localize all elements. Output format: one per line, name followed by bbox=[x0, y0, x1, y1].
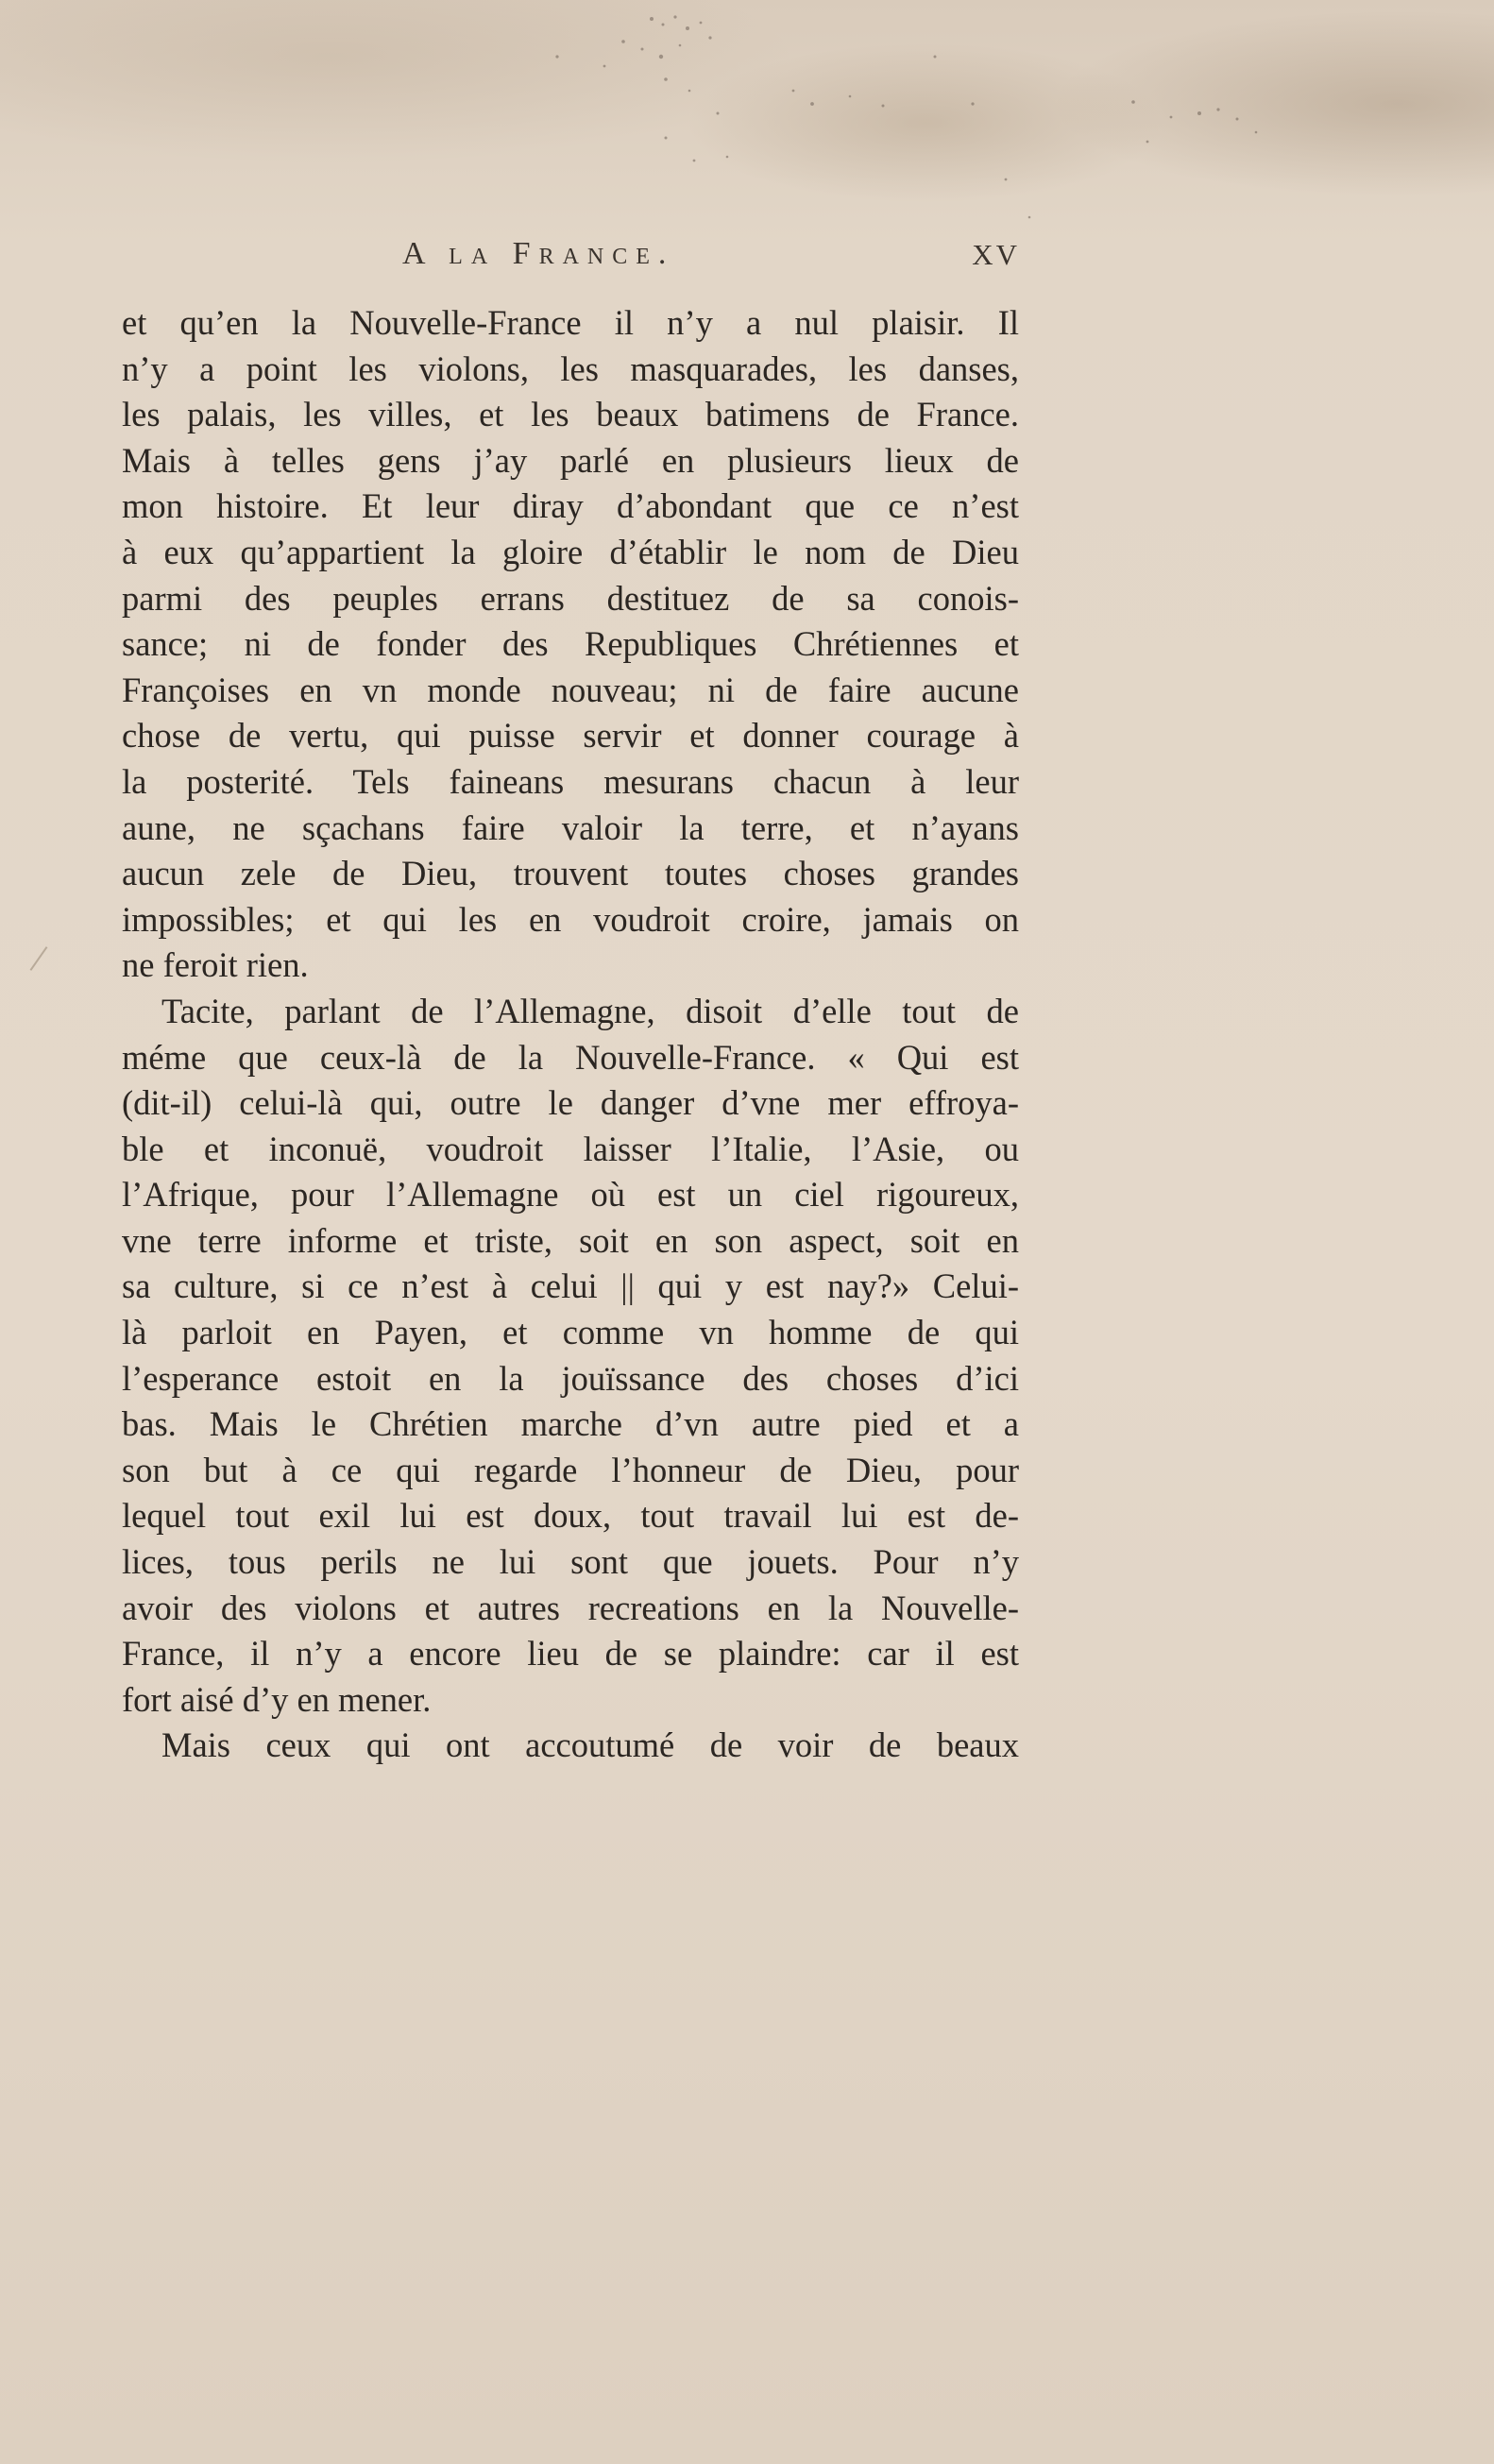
margin-mark bbox=[30, 946, 48, 971]
text-line: méme que ceux-là de la Nouvelle-France. « Qui est bbox=[122, 1037, 1019, 1077]
text-line: les palais, les villes, et les beaux batimens de France. bbox=[122, 395, 1019, 434]
text-line: mon histoire. Et leur diray d’abondant que ce n’est bbox=[122, 486, 1019, 526]
text-line: fort aisé d’y en mener. bbox=[122, 1679, 432, 1719]
text-line: la posterité. Tels faineans mesurans chacun à leur bbox=[122, 761, 1019, 801]
text-line: lices, tous perils ne lui sont que jouets. Pour n’y bbox=[122, 1542, 1019, 1582]
running-title: A la France. bbox=[402, 236, 675, 271]
text-line: (dit-il) celui-là qui, outre le danger d’vne mer effroya- bbox=[122, 1083, 1019, 1123]
text-line: là parloit en Payen, et comme vn homme de qui bbox=[122, 1313, 1019, 1352]
text-line: n’y a point les violons, les masquarades, les danses, bbox=[122, 348, 1019, 388]
text-line: à eux qu’appartient la gloire d’établir le nom de Dieu bbox=[122, 532, 1019, 571]
foxing-specks bbox=[0, 0, 1494, 246]
text-line: parmi des peuples errans destituez de sa conois- bbox=[122, 578, 1019, 618]
text-line: l’Afrique, pour l’Allemagne où est un ciel rigoureux, bbox=[122, 1175, 1019, 1215]
text-line: chose de vertu, qui puisse servir et donner courage à bbox=[122, 716, 1019, 756]
text-line: Mais ceux qui ont accoutumé de voir de beaux bbox=[161, 1725, 1019, 1765]
text-line: vne terre informe et triste, soit en son aspect, soit en bbox=[122, 1220, 1019, 1260]
text-line: Mais à telles gens j’ay parlé en plusieurs lieux de bbox=[122, 440, 1019, 480]
text-line: aune, ne sçachans faire valoir la terre, et n’ayans bbox=[122, 807, 1019, 847]
page-number: XV bbox=[972, 238, 1020, 271]
text-line: France, il n’y a encore lieu de se plaindre: car il est bbox=[122, 1634, 1019, 1674]
page-header bbox=[123, 236, 1020, 278]
text-line: sance; ni de fonder des Republiques Chrétiennes et bbox=[122, 624, 1019, 664]
text-line: ne feroit rien. bbox=[122, 945, 309, 985]
text-line: sa culture, si ce n’est à celui || qui y est nay?» Celui- bbox=[122, 1266, 1019, 1306]
text-line: son but à ce qui regarde l’honneur de Dieu, pour bbox=[122, 1450, 1019, 1489]
body-text bbox=[122, 300, 1019, 1769]
text-line: Françoises en vn monde nouveau; ni de faire aucune bbox=[122, 670, 1019, 709]
text-line: avoir des violons et autres recreations en la Nouvelle- bbox=[122, 1588, 1019, 1627]
text-line: Tacite, parlant de l’Allemagne, disoit d’elle tout de bbox=[161, 991, 1019, 1030]
text-line: bas. Mais le Chrétien marche d’vn autre pied et a bbox=[122, 1404, 1019, 1444]
text-line: impossibles; et qui les en voudroit croire, jamais on bbox=[122, 899, 1019, 939]
text-line: l’esperance estoit en la jouïssance des choses d’ici bbox=[122, 1358, 1019, 1398]
text-line: aucun zele de Dieu, trouvent toutes choses grandes bbox=[122, 854, 1019, 893]
text-line: lequel tout exil lui est doux, tout travail lui est de- bbox=[122, 1496, 1019, 1536]
text-line: et qu’en la Nouvelle-France il n’y a nul plaisir. Il bbox=[122, 303, 1019, 342]
text-line: ble et inconuë, voudroit laisser l’Italie, l’Asie, ou bbox=[122, 1129, 1019, 1168]
